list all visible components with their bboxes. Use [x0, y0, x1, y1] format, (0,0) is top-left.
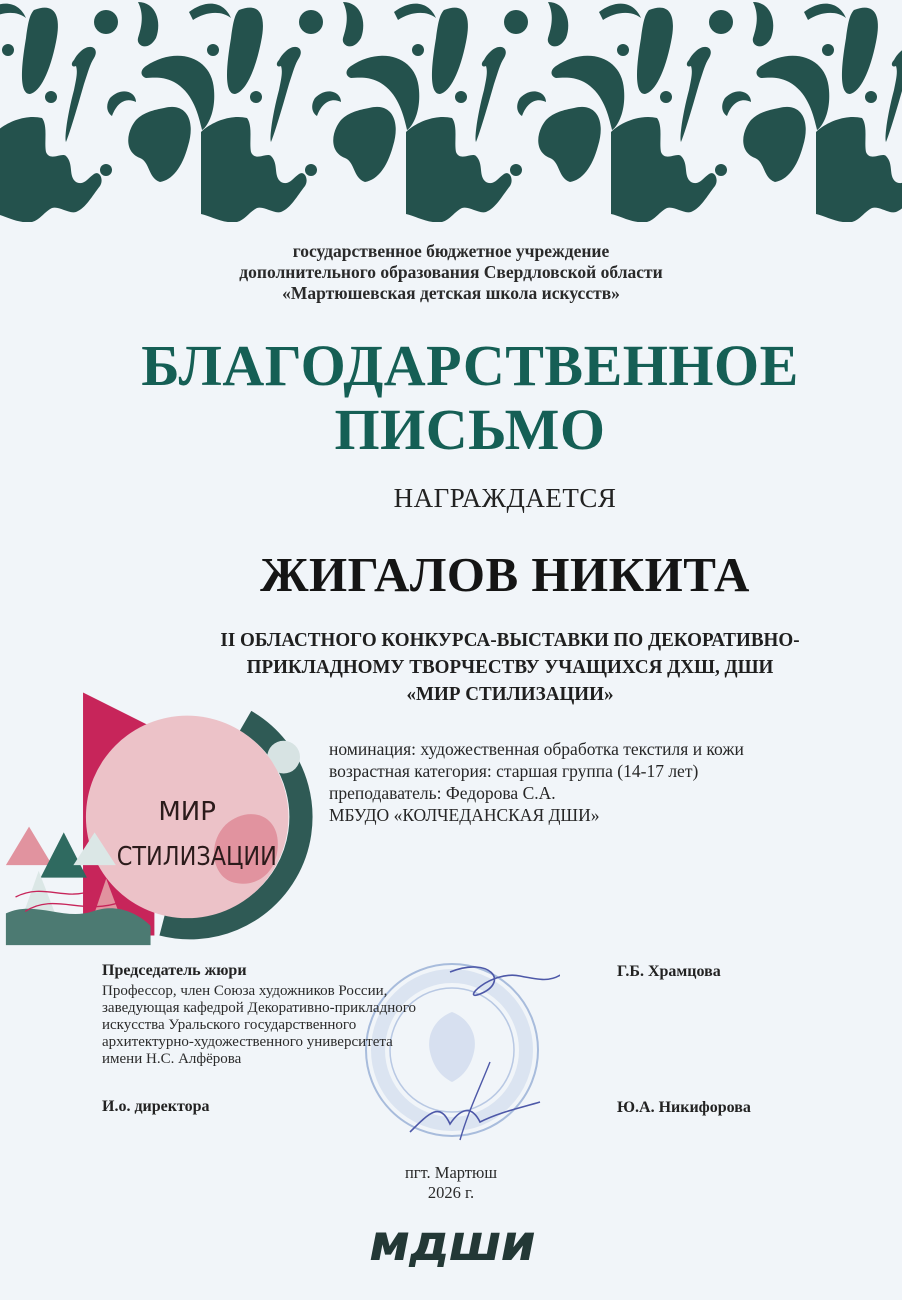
- contest-line: ПРИКЛАДНОМУ ТВОРЧЕСТВУ УЧАЩИХСЯ ДХШ, ДШИ: [246, 656, 774, 678]
- jury-chair-description: [102, 983, 416, 1068]
- title-line-1: БЛАГОДАРСТВЕННОЕ: [141, 333, 799, 398]
- place: пгт. Мартюш: [404, 1163, 498, 1182]
- jury-description-line: Профессор, член Союза художников России,: [102, 983, 388, 999]
- age-category: возрастная категория: старшая группа (14-17 лет): [329, 761, 699, 781]
- year: 2026 г.: [427, 1183, 475, 1202]
- organization-line: «Мартюшевская детская школа искусств»: [282, 283, 620, 303]
- jury-chair-title: Председатель жюри: [102, 962, 247, 979]
- organization-name: [0, 241, 902, 304]
- teacher: преподаватель: Федорова С.А.: [329, 783, 556, 803]
- svg-text:СТИЛИЗАЦИИ: СТИЛИЗАЦИИ: [116, 840, 277, 872]
- awarded-label: НАГРАЖДАЕТСЯ: [393, 483, 617, 513]
- recipient-name: ЖИГАЛОВ НИКИТА: [260, 547, 750, 602]
- ornament-band-icon: [0, 0, 902, 222]
- school: МБУДО «КОЛЧЕДАНСКАЯ ДШИ»: [329, 805, 600, 825]
- contest-line: II ОБЛАСТНОГО КОНКУРСА-ВЫСТАВКИ ПО ДЕКОРАТИВНО-: [220, 629, 800, 651]
- nomination: номинация: художественная обработка текстиля и кожи: [329, 739, 744, 759]
- jury-description-line: искусства Уральского государственного: [102, 1017, 357, 1033]
- jury-description-line: имени Н.С. Алфёрова: [102, 1051, 242, 1067]
- organization-line: дополнительного образования Свердловской области: [239, 262, 663, 282]
- place-and-year: [0, 1163, 902, 1203]
- school-logo-icon: [345, 1212, 560, 1274]
- jury-description-line: архитектурно-художественного университета: [102, 1034, 393, 1050]
- contest-logo-icon: [0, 680, 330, 950]
- contest-line: «МИР СТИЛИЗАЦИИ»: [406, 683, 614, 705]
- director-title: И.о. директора: [102, 1098, 210, 1115]
- document-title: [0, 334, 902, 462]
- jury-description-line: заведующая кафедрой Декоративно-прикладного: [102, 1000, 417, 1016]
- director-name: Ю.А. Никифорова: [617, 1099, 751, 1116]
- jury-chair-name: Г.Б. Храмцова: [617, 963, 721, 980]
- organization-line: государственное бюджетное учреждение: [292, 241, 610, 261]
- award-details: [329, 738, 744, 826]
- svg-text:мдши: мдши: [369, 1214, 535, 1272]
- svg-text:МИР: МИР: [158, 796, 216, 827]
- title-line-2: ПИСЬМО: [334, 397, 606, 462]
